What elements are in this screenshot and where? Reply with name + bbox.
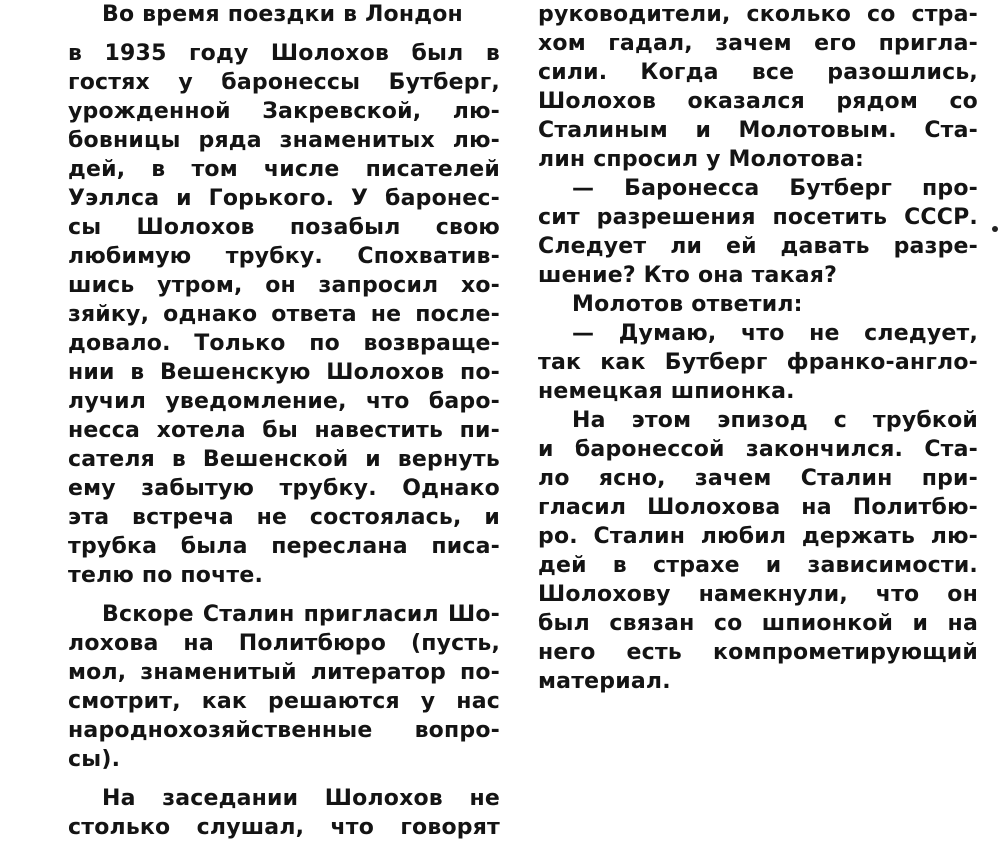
text-line: На этом эпизод с трубкой — [572, 408, 978, 433]
text-line: Во время поездки в Лондон — [102, 2, 463, 27]
text-line: сы Шолохов позабыл свою — [68, 215, 500, 240]
text-line: урожденной Закревской, лю- — [68, 99, 500, 124]
text-line: Шолохов оказался рядом со — [538, 89, 978, 114]
text-line: сили. Когда все разошлись, — [538, 60, 978, 85]
text-line: сит разрешения посетить СССР. — [538, 205, 978, 230]
text-line: лин спросил у Молотова: — [538, 147, 864, 172]
text-line: довало. Только по возвраще- — [68, 331, 500, 356]
text-line: дей в страхе и зависимости. — [538, 553, 978, 578]
text-line: него есть компрометирующий — [538, 640, 978, 665]
text-line: ро. Сталин любил держать лю- — [538, 524, 978, 549]
text-line: эта встреча не состоялась, и — [68, 505, 500, 530]
text-line: телю по почте. — [68, 563, 264, 588]
text-line: народнохозяйственные вопро- — [68, 718, 500, 743]
text-line: зяйку, однако ответа не после- — [68, 302, 500, 327]
text-line: смотрит, как решаются у нас — [68, 689, 500, 714]
text-line: Молотов ответил: — [572, 292, 803, 317]
article-column-right — [538, 0, 978, 696]
text-line: трубка была переслана писа- — [68, 534, 500, 559]
text-line: так как Бутберг франко-англо- — [538, 350, 978, 375]
text-line: бовницы ряда знаменитых лю- — [68, 128, 500, 153]
text-line: Уэллса и Горького. У баронес- — [68, 186, 500, 211]
text-line: материал. — [538, 669, 671, 694]
text-line: Шолохову намекнули, что он — [538, 582, 978, 607]
text-line: Вскоре Сталин пригласил Шо- — [102, 602, 500, 627]
text-line: гостях у баронессы Бутберг, — [68, 70, 500, 95]
text-line: в 1935 году Шолохов был в — [68, 41, 500, 66]
text-line: сателя в Вешенской и вернуть — [68, 447, 500, 472]
print-speck — [992, 226, 998, 232]
text-line: лохова на Политбюро (пусть, — [68, 631, 500, 656]
text-line: и баронессой закончился. Ста- — [538, 437, 978, 462]
text-line: любимую трубку. Спохватив- — [68, 244, 500, 269]
text-line: столько слушал, что говорят — [68, 815, 500, 840]
text-line: сы). — [68, 747, 121, 772]
text-line: На заседании Шолохов не — [102, 786, 500, 811]
text-line: гласил Шолохова на Политбю- — [538, 495, 978, 520]
text-line: мол, знаменитый литератор по- — [68, 660, 500, 685]
article-column-left — [68, 0, 500, 842]
text-line: был связан со шпионкой и на — [538, 611, 978, 636]
text-line: — Баронесса Бутберг про- — [572, 176, 978, 201]
text-line: шение? Кто она такая? — [538, 263, 838, 288]
text-line: ему забытую трубку. Однако — [68, 476, 500, 501]
text-line: нии в Вешенскую Шолохов по- — [68, 360, 500, 385]
text-line: Следует ли ей давать разре- — [538, 234, 978, 259]
text-line: ло ясно, зачем Сталин при- — [538, 466, 978, 491]
text-line: дей, в том числе писателей — [68, 157, 500, 182]
text-line: — Думаю, что не следует, — [572, 321, 978, 346]
text-line: Сталиным и Молотовым. Ста- — [538, 118, 978, 143]
text-line: лучил уведомление, что баро- — [68, 389, 500, 414]
text-line: руководители, сколько со стра- — [538, 2, 978, 27]
text-line: несса хотела бы навестить пи- — [68, 418, 500, 443]
text-line: хом гадал, зачем его пригла- — [538, 31, 978, 56]
text-line: немецкая шпионка. — [538, 379, 795, 404]
text-line: шись утром, он запросил хо- — [68, 273, 500, 298]
